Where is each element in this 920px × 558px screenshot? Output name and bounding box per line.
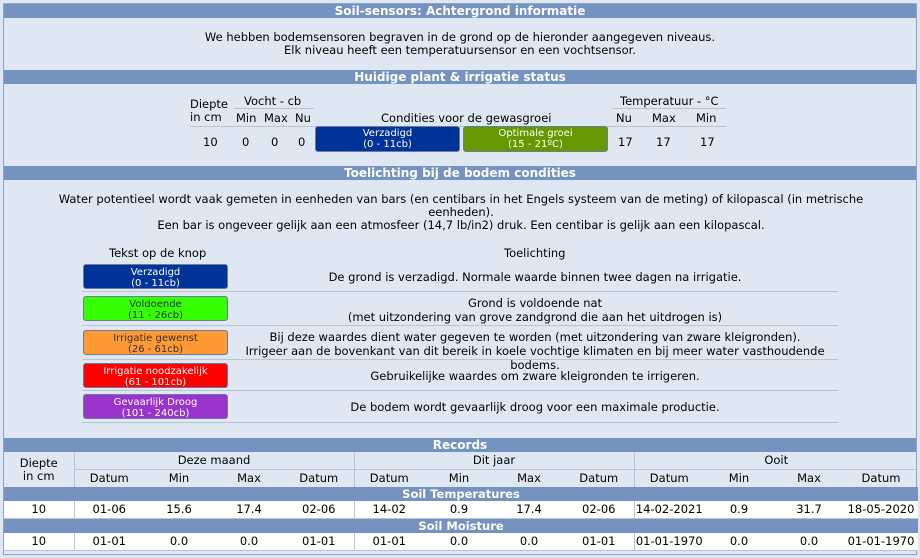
irrigatie-noodzakelijk-key-button[interactable] xyxy=(83,363,228,388)
gevaarlijk-droog-key-label: Gevaarlijk Droog xyxy=(113,397,198,408)
verzadigd-key-button[interactable] xyxy=(83,264,228,289)
status-temp-nu-value: 17 xyxy=(618,135,633,149)
irrigatie-noodzakelijk-key-label: Irrigatie noodzakelijk xyxy=(103,366,208,377)
irrigatie-noodzakelijk-desc-line-1: Gebruikelijke waardes om zware kleigronden te irrigeren. xyxy=(370,369,700,383)
section-header-background: Soil-sensors: Achtergrond informatie xyxy=(4,4,916,18)
records-col-datum: Datum xyxy=(564,470,634,488)
status-temp-min-value: 17 xyxy=(700,135,715,149)
records-col-max: Max xyxy=(517,471,541,485)
status-vocht-header: Vocht - cb xyxy=(244,94,302,108)
records-col-datum: Datum xyxy=(861,471,901,485)
status-temp-header: Temperatuur - °C xyxy=(620,94,719,108)
records-col-min: Min xyxy=(728,471,750,485)
records-table xyxy=(4,452,918,551)
table-cell: 18-05-2020 xyxy=(844,501,918,519)
records-ooit-header: Ooit xyxy=(634,452,918,470)
irrigatie-gewenst-desc-line-1: Bij deze waardes dient water gegeven te worden (met uitzondering van zware kleigronden). xyxy=(269,330,801,344)
records-col-min: Min xyxy=(168,471,190,485)
records-header-row-1 xyxy=(4,452,918,470)
table-cell: 0.0 xyxy=(774,533,844,551)
table-cell: 01-01 xyxy=(354,533,424,551)
status-depth-header: Diepte xyxy=(190,97,229,111)
intro-text xyxy=(4,18,916,70)
explanation-paragraph-1: Water potentieel wordt vaak gemeten in eenheden van bars (en centibars in het Engels systeem van de meting) of kilopascal (in metrische xyxy=(58,192,864,206)
status-vocht-min: Min xyxy=(236,111,257,125)
explanation-paragraph-1b: eenheden). xyxy=(428,205,494,219)
optimale-groei-range: (15 - 21ºC) xyxy=(508,139,563,150)
table-cell: 14-02 xyxy=(354,501,424,519)
table-cell: 01-01 xyxy=(564,533,634,551)
irrigatie-noodzakelijk-description xyxy=(232,369,838,383)
records-depth-label: Diepte xyxy=(19,455,58,470)
table-cell: 01-01-1970 xyxy=(634,533,704,551)
status-vocht-min-value: 0 xyxy=(242,135,250,149)
records-dit-jaar-header: Dit jaar xyxy=(354,452,634,470)
irrigatie-gewenst-desc-line-2: Irrigeer aan de bovenkant van dit bereik in koele vochtige klimaten en bij meer water vasthoudende bodems. xyxy=(245,344,825,372)
voldoende-key-label: Voldoende xyxy=(129,299,182,310)
table-cell: 01-06 xyxy=(74,501,144,519)
explanation-row-voldoende xyxy=(82,292,838,326)
status-vocht-nu: Nu xyxy=(295,111,311,125)
records-col-datum: Datum xyxy=(369,471,409,485)
gevaarlijk-droog-key-range: (101 - 240cb) xyxy=(121,408,190,419)
explanation-row-droog xyxy=(82,391,838,423)
intro-line-1: We hebben bodemsensoren begraven in de grond op de hieronder aangegeven niveaus. xyxy=(204,30,716,44)
table-cell: 0.9 xyxy=(704,501,774,519)
soil-moisture-header: Soil Moisture xyxy=(4,519,918,534)
section-header-records: Records xyxy=(4,438,916,452)
irrigatie-noodzakelijk-key-range: (61 - 101cb) xyxy=(124,377,187,388)
table-cell: 0.0 xyxy=(214,533,284,551)
gevaarlijk-droog-desc-line-1: De bodem wordt gevaarlijk droog voor een maximale productie. xyxy=(350,400,720,414)
soil-moisture-header-row xyxy=(4,519,918,534)
table-cell: 01-01-1970 xyxy=(844,533,918,551)
explanation-col-knop: Tekst op de knop xyxy=(109,246,207,260)
table-cell: 14-02-2021 xyxy=(634,501,704,519)
explanation-block xyxy=(4,180,916,438)
irrigatie-gewenst-key-button[interactable] xyxy=(83,330,228,355)
records-header-row-2 xyxy=(4,470,918,488)
explanation-col-toelichting: Toelichting xyxy=(504,246,566,260)
table-cell: 10 xyxy=(4,533,74,551)
status-depth-value: 10 xyxy=(203,135,218,149)
voldoende-key-range: (11 - 26cb) xyxy=(127,310,184,321)
table-cell: 02-06 xyxy=(564,501,634,519)
table-cell: 01-01 xyxy=(74,533,144,551)
voldoende-desc-line-2: (met uitzondering van grove zandgrond die aan het uitdrogen is) xyxy=(347,310,723,324)
soil-moisture-row xyxy=(4,533,918,551)
table-cell: 31.7 xyxy=(774,501,844,519)
status-temp-max-value: 17 xyxy=(656,135,671,149)
intro-line-2: Elk niveau heeft een temperatuursensor en een vochtsensor. xyxy=(284,43,636,57)
table-cell: 02-06 xyxy=(284,501,354,519)
records-depth-unit: in cm xyxy=(22,468,55,483)
records-depth-header xyxy=(4,452,74,487)
verzadigd-key-range: (0 - 11cb) xyxy=(131,278,180,289)
table-cell: 0.0 xyxy=(494,533,564,551)
soil-temperatures-header: Soil Temperatures xyxy=(4,487,918,501)
irrigatie-gewenst-key-label: Irrigatie gewenst xyxy=(113,333,198,344)
gevaarlijk-droog-key-button[interactable] xyxy=(83,394,228,419)
soil-temperatures-row xyxy=(4,501,918,519)
voldoende-desc-line-1: Grond is voldoende nat xyxy=(467,296,603,310)
gevaarlijk-droog-description xyxy=(232,400,838,414)
table-cell: 17.4 xyxy=(214,501,284,519)
table-cell: 17.4 xyxy=(494,501,564,519)
records-col-datum: Datum xyxy=(89,471,129,485)
verzadigd-status-button[interactable] xyxy=(315,126,460,152)
table-cell: 0.0 xyxy=(144,533,214,551)
verzadigd-key-label: Verzadigd xyxy=(130,267,181,278)
status-vocht-max: Max xyxy=(264,111,288,125)
table-cell: 0.0 xyxy=(704,533,774,551)
explanation-row-noodzakelijk xyxy=(82,360,838,391)
records-deze-maand-header: Deze maand xyxy=(74,452,354,470)
table-cell: 10 xyxy=(4,501,74,519)
records-col-datum: Datum xyxy=(284,470,354,488)
status-temp-nu: Nu xyxy=(616,111,632,125)
status-temp-max: Max xyxy=(652,111,676,125)
status-depth-unit: in cm xyxy=(190,110,222,124)
records-col-min: Min xyxy=(448,471,470,485)
verzadigd-desc-line-1: De grond is verzadigd. Normale waarde binnen twee dagen na irrigatie. xyxy=(328,270,742,284)
verzadigd-status-label: Verzadigd xyxy=(362,128,413,139)
records-col-max: Max xyxy=(237,471,261,485)
table-cell: 0.9 xyxy=(424,501,494,519)
status-temp-divider xyxy=(612,108,726,109)
section-header-explanation: Toelichting bij de bodem condities xyxy=(4,166,916,180)
page-container xyxy=(3,3,917,555)
status-table xyxy=(4,84,916,166)
section-header-status: Huidige plant & irrigatie status xyxy=(4,70,916,84)
status-conditions-header: Condities voor de gewasgroei xyxy=(381,111,552,125)
soil-temperatures-header-row xyxy=(4,487,918,501)
explanation-row-verzadigd xyxy=(82,262,838,292)
status-vocht-nu-value: 0 xyxy=(298,135,306,149)
status-vocht-divider xyxy=(234,108,314,109)
table-cell: 0.0 xyxy=(424,533,494,551)
table-cell: 15.6 xyxy=(144,501,214,519)
status-temp-min: Min xyxy=(696,111,717,125)
optimale-groei-label: Optimale groei xyxy=(498,128,573,139)
explanation-paragraph-2: Een bar is ongeveer gelijk aan een atmosfeer (14,7 lb/in2) druk. Een centibar is gelijk aan een kilopascal. xyxy=(157,218,765,232)
voldoende-description xyxy=(232,296,838,324)
table-cell: 01-01 xyxy=(284,533,354,551)
records-col-max: Max xyxy=(797,471,821,485)
optimale-groei-button[interactable] xyxy=(463,126,608,152)
verzadigd-description xyxy=(232,270,838,284)
records-col-datum: Datum xyxy=(649,471,689,485)
voldoende-key-button[interactable] xyxy=(83,296,228,321)
irrigatie-gewenst-key-range: (26 - 61cb) xyxy=(127,344,184,355)
verzadigd-status-range: (0 - 11cb) xyxy=(363,139,412,150)
status-vocht-max-value: 0 xyxy=(271,135,279,149)
